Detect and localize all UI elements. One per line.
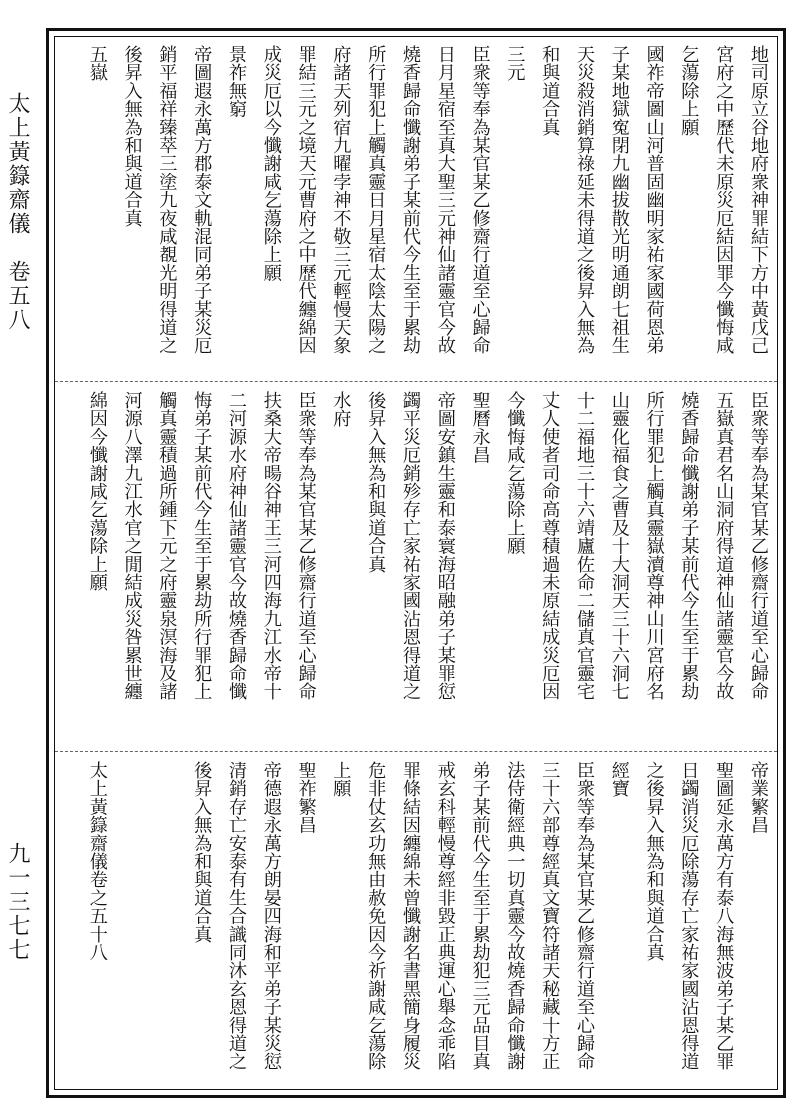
text-column: 五嶽 [86, 45, 108, 82]
text-column: 三十六部尊經真文寶符諸天秘藏十方正 [539, 761, 561, 1071]
text-column: 後昇入無為和與道合真 [121, 45, 143, 227]
register-3 [55, 757, 783, 1097]
text-column: 聖圖延永萬方有泰八海無波弟子某乙罪 [713, 761, 735, 1071]
text-column: 天災殺消銷算祿延未得道之後昇入無為 [574, 45, 595, 355]
text-column: 三元 [504, 45, 526, 82]
text-column: 之後昇入無為和與道合真 [643, 761, 665, 962]
text-column: 清銷存亡安泰有生合識同沐玄恩得道之 [226, 761, 247, 1071]
text-column: 五嶽真君名山洞府得道神仙諸靈官今故 [713, 391, 735, 701]
text-column: 宮府之中歷代未原災厄結因罪今懺悔咸 [713, 45, 735, 355]
text-column: 罪條結因纏綿未曾懺謝名書黑簡身履災 [400, 761, 421, 1071]
register-divider-2 [55, 751, 777, 752]
text-column: 太上黃籙齋儀卷之五十八 [86, 761, 108, 962]
margin-title: 太上黃籙齋儀 卷五八 [5, 92, 30, 332]
text-column: 十二福地三十六靖廬佐命二儲真官靈宅 [574, 391, 595, 701]
text-column: 蠲平災厄銷殄存亡家祐家國沾恩得道之 [400, 391, 421, 701]
register-2 [55, 387, 783, 747]
text-column: 燒香歸命懺謝弟子某前代今生至于累劫 [400, 45, 421, 355]
text-column: 後昇入無為和與道合真 [365, 391, 387, 573]
text-column: 水府 [330, 391, 352, 428]
text-column: 景祚無窮 [226, 45, 247, 118]
text-column: 觸真靈積過所鍾下元之府靈泉溟海及諸 [156, 391, 178, 701]
text-column: 日月星宿至真大聖三元神仙諸靈官今故 [434, 45, 456, 355]
text-column: 悔弟子某前代今生至于累劫所行罪犯上 [191, 391, 213, 701]
text-column: 銷平福祥臻萃三塗九夜咸覩光明得道之 [156, 45, 178, 355]
text-column: 帝圖安鎮生靈和泰寰海昭融弟子某罪愆 [434, 391, 456, 701]
text-column: 帝圖遐永萬方郡泰文軌混同弟子某災厄 [191, 45, 213, 355]
text-column: 府諸天列宿九曜孛神不敬三元輕慢天象 [330, 45, 352, 355]
text-column: 扶桑大帝暘谷神王三河四海九江水帝十 [260, 391, 282, 701]
text-column: 上願 [330, 761, 352, 798]
text-column: 帝德遐永萬方朗晏四海和平弟子某災愆 [260, 761, 282, 1071]
text-column: 帝業繁昌 [748, 761, 769, 834]
text-column: 山靈化福食之曹及十大洞天三十六洞七 [608, 391, 630, 701]
text-column: 國祚帝圖山河普固幽明家祐家國荷恩弟 [643, 45, 665, 355]
text-column: 弟子某前代今生至于累劫犯三元品目真 [469, 761, 491, 1071]
text-column: 經寶 [608, 761, 630, 798]
text-column: 燒香歸命懺謝弟子某前代今生至于累劫 [678, 391, 700, 701]
text-column: 聖曆永昌 [469, 391, 491, 464]
text-column: 危非仗玄功無由赦免因今祈謝咸乞蕩除 [365, 761, 387, 1071]
text-frame-inner [54, 36, 778, 1090]
text-column: 日蠲消災厄除蕩存亡家祐家國沾恩得道 [678, 761, 700, 1071]
text-column: 河源八澤九江水官之閒結成災咎累世纏 [121, 391, 143, 701]
text-column: 後昇入無為和與道合真 [191, 761, 213, 943]
text-column: 地司原立谷地府衆神罪結下方中黃戊己 [748, 45, 769, 355]
text-column: 所行罪犯上觸真靈日月星宿太陰太陽之 [365, 45, 387, 355]
text-column: 戒玄科輕慢尊經非毀正典運心舉念乖陷 [434, 761, 456, 1071]
text-column: 成災厄以今懺謝咸乞蕩除上願 [260, 45, 282, 282]
text-column: 綿因今懺謝咸乞蕩除上願 [86, 391, 108, 592]
text-column: 臣衆等奉為某官某乙修齋行道至心歸命 [574, 761, 595, 1071]
margin-page-number: 九一三七七 [5, 842, 30, 962]
text-column: 臣衆等奉為某官某乙修齋行道至心歸命 [469, 45, 491, 355]
text-column: 子某地獄寃閉九幽拔散光明通朗七祖生 [608, 45, 630, 355]
register-1 [55, 41, 783, 377]
text-column: 法侍衛經典一切真靈今故燒香歸命懺謝 [504, 761, 526, 1071]
text-column: 乞蕩除上願 [678, 45, 700, 136]
text-column: 和與道合真 [539, 45, 561, 136]
text-column: 臣衆等奉為某官某乙修齋行道至心歸命 [748, 391, 769, 701]
text-column: 所行罪犯上觸真靈嶽瀆尊神山川宮府名 [643, 391, 665, 701]
text-column: 丈人使者司命高尊積過未原結成災厄因 [539, 391, 561, 701]
text-column: 今懺悔咸乞蕩除上願 [504, 391, 526, 555]
text-column: 二河源水府神仙諸靈官今故燒香歸命懺 [226, 391, 247, 701]
text-column: 臣衆等奉為某官某乙修齋行道至心歸命 [295, 391, 317, 701]
register-divider-1 [55, 381, 777, 382]
text-column: 罪結三元之境天元曹府之中歷代纏綿因 [295, 45, 317, 355]
text-column: 聖祚繁昌 [295, 761, 317, 834]
text-frame [46, 28, 786, 1098]
